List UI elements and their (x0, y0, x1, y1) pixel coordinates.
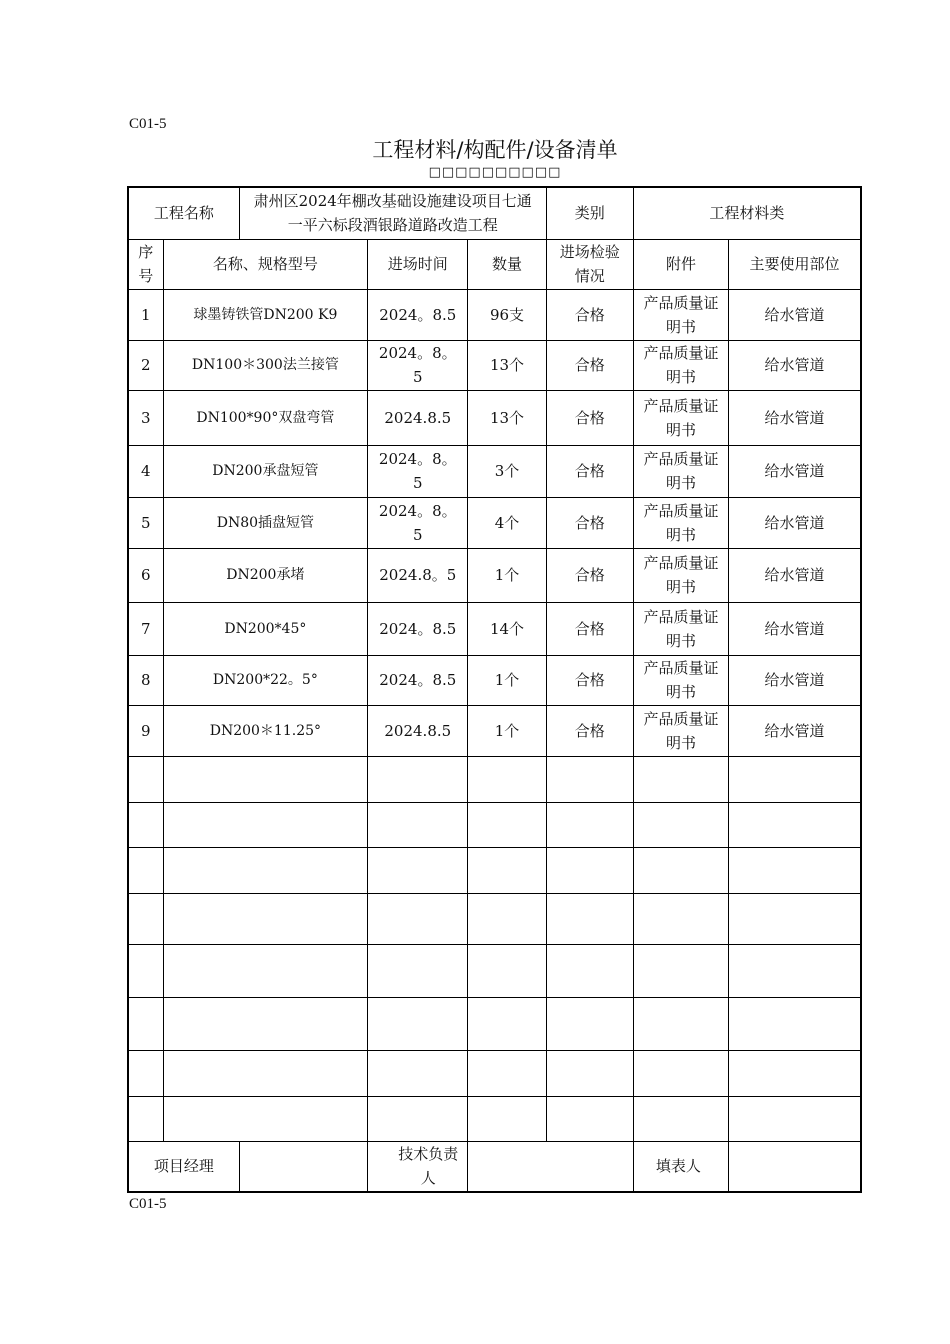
col-header-usage: 主要使用部位 (729, 239, 861, 289)
row-inspection: 合格 (546, 655, 633, 705)
row-attachment: 产品质量证明书 (633, 390, 728, 445)
empty-cell (128, 893, 163, 944)
page-subtitle: □□□□□□□□□□ (428, 165, 562, 180)
empty-cell (729, 756, 861, 802)
table-row (128, 705, 861, 756)
row-no: 1 (128, 289, 163, 340)
empty-cell (163, 756, 368, 802)
empty-cell (633, 893, 728, 944)
empty-cell (633, 1096, 728, 1141)
row-name: DN200承盘短管 (163, 445, 368, 497)
row-attachment: 产品质量证明书 (633, 655, 728, 705)
row-attachment: 产品质量证明书 (633, 289, 728, 340)
filler-signature (729, 1141, 861, 1192)
row-inspection: 合格 (546, 602, 633, 655)
category-value: 工程材料类 (633, 187, 861, 239)
empty-cell (546, 802, 633, 847)
empty-cell (163, 1050, 368, 1096)
empty-cell (729, 1096, 861, 1141)
empty-cell (546, 997, 633, 1050)
row-attachment: 产品质量证明书 (633, 548, 728, 602)
empty-cell (468, 802, 546, 847)
project-manager-label: 项目经理 (128, 1141, 239, 1192)
empty-cell (633, 802, 728, 847)
signature-row (128, 1141, 861, 1192)
row-no: 8 (128, 655, 163, 705)
empty-cell (729, 802, 861, 847)
row-usage: 给水管道 (729, 289, 861, 340)
empty-cell (546, 893, 633, 944)
empty-cell (163, 944, 368, 997)
tech-lead-signature (468, 1141, 633, 1192)
row-usage: 给水管道 (729, 390, 861, 445)
empty-cell (546, 944, 633, 997)
empty-cell (128, 756, 163, 802)
empty-table-row (128, 1050, 861, 1096)
empty-cell (128, 1050, 163, 1096)
row-attachment: 产品质量证明书 (633, 445, 728, 497)
row-inspection: 合格 (546, 548, 633, 602)
empty-cell (468, 1096, 546, 1141)
row-attachment: 产品质量证明书 (633, 340, 728, 390)
empty-cell (368, 893, 468, 944)
table-row (128, 602, 861, 655)
row-date: 2024.8.5 (368, 705, 468, 756)
empty-cell (468, 756, 546, 802)
empty-cell (633, 997, 728, 1050)
row-date: 2024。8。5 (368, 445, 468, 497)
empty-cell (368, 997, 468, 1050)
row-inspection: 合格 (546, 340, 633, 390)
table-row (128, 289, 861, 340)
row-qty: 4个 (468, 497, 546, 548)
row-usage: 给水管道 (729, 445, 861, 497)
empty-cell (128, 847, 163, 893)
empty-cell (468, 1050, 546, 1096)
row-usage: 给水管道 (729, 602, 861, 655)
row-name: DN100*90°双盘弯管 (163, 390, 368, 445)
row-name: 球墨铸铁管DN200 K9 (163, 289, 368, 340)
row-no: 2 (128, 340, 163, 390)
empty-cell (468, 944, 546, 997)
row-qty: 1个 (468, 705, 546, 756)
row-date: 2024.8。5 (368, 548, 468, 602)
row-date: 2024。8.5 (368, 602, 468, 655)
row-qty: 96支 (468, 289, 546, 340)
empty-table-row (128, 802, 861, 847)
row-date: 2024。8.5 (368, 289, 468, 340)
empty-cell (368, 847, 468, 893)
material-list-table (127, 186, 862, 1193)
table-row (128, 548, 861, 602)
row-no: 3 (128, 390, 163, 445)
empty-cell (468, 847, 546, 893)
row-date: 2024。8.5 (368, 655, 468, 705)
empty-cell (729, 1050, 861, 1096)
row-name: DN80插盘短管 (163, 497, 368, 548)
col-header-inspection: 进场检验情况 (546, 239, 633, 289)
row-attachment: 产品质量证明书 (633, 602, 728, 655)
row-no: 7 (128, 602, 163, 655)
row-name: DN200＊11.25° (163, 705, 368, 756)
category-label: 类别 (546, 187, 633, 239)
project-manager-signature (239, 1141, 367, 1192)
empty-cell (128, 997, 163, 1050)
col-header-no: 序号 (128, 239, 163, 289)
empty-cell (729, 893, 861, 944)
row-inspection: 合格 (546, 705, 633, 756)
empty-cell (633, 944, 728, 997)
empty-cell (546, 1050, 633, 1096)
row-attachment: 产品质量证明书 (633, 497, 728, 548)
row-name: DN100＊300法兰接管 (163, 340, 368, 390)
row-date: 2024.8.5 (368, 390, 468, 445)
row-name: DN200*45° (163, 602, 368, 655)
empty-cell (163, 893, 368, 944)
empty-table-row (128, 997, 861, 1050)
empty-cell (633, 756, 728, 802)
empty-cell (163, 997, 368, 1050)
row-date: 2024。8。5 (368, 340, 468, 390)
col-header-name: 名称、规格型号 (163, 239, 368, 289)
project-name-value: 肃州区2024年棚改基础设施建设项目七通一平六标段酒银路道路改造工程 (239, 187, 546, 239)
empty-cell (729, 997, 861, 1050)
page-title: 工程材料/构配件/设备清单 (372, 138, 618, 162)
empty-cell (163, 1096, 368, 1141)
empty-table-row (128, 893, 861, 944)
form-code-top: C01-5 (129, 116, 167, 132)
empty-cell (729, 847, 861, 893)
col-header-qty: 数量 (468, 239, 546, 289)
table-row (128, 445, 861, 497)
row-inspection: 合格 (546, 445, 633, 497)
row-inspection: 合格 (546, 497, 633, 548)
filler-label: 填表人 (633, 1141, 728, 1192)
row-qty: 14个 (468, 602, 546, 655)
empty-cell (163, 802, 368, 847)
row-date: 2024。8。5 (368, 497, 468, 548)
row-usage: 给水管道 (729, 705, 861, 756)
empty-cell (368, 1050, 468, 1096)
col-header-attachment: 附件 (633, 239, 728, 289)
col-header-date: 进场时间 (368, 239, 468, 289)
table-row (128, 497, 861, 548)
row-usage: 给水管道 (729, 548, 861, 602)
empty-cell (633, 1050, 728, 1096)
row-no: 5 (128, 497, 163, 548)
empty-cell (468, 997, 546, 1050)
table-row (128, 390, 861, 445)
row-usage: 给水管道 (729, 655, 861, 705)
empty-table-row (128, 1096, 861, 1141)
row-qty: 1个 (468, 548, 546, 602)
empty-cell (163, 847, 368, 893)
empty-table-row (128, 944, 861, 997)
row-qty: 3个 (468, 445, 546, 497)
empty-table-row (128, 756, 861, 802)
row-qty: 13个 (468, 390, 546, 445)
empty-cell (546, 847, 633, 893)
empty-table-row (128, 847, 861, 893)
empty-cell (729, 944, 861, 997)
row-qty: 1个 (468, 655, 546, 705)
header-row (128, 187, 861, 239)
table-row (128, 340, 861, 390)
empty-cell (368, 1096, 468, 1141)
empty-cell (546, 1096, 633, 1141)
row-usage: 给水管道 (729, 340, 861, 390)
row-inspection: 合格 (546, 390, 633, 445)
empty-cell (468, 893, 546, 944)
empty-cell (128, 944, 163, 997)
empty-cell (368, 802, 468, 847)
tech-lead-label: 技术负责人 (368, 1141, 468, 1192)
row-no: 9 (128, 705, 163, 756)
form-code-bottom: C01-5 (129, 1196, 167, 1212)
row-usage: 给水管道 (729, 497, 861, 548)
empty-cell (368, 944, 468, 997)
row-name: DN200承堵 (163, 548, 368, 602)
row-attachment: 产品质量证明书 (633, 705, 728, 756)
empty-cell (128, 802, 163, 847)
row-qty: 13个 (468, 340, 546, 390)
table-row (128, 655, 861, 705)
column-header-row (128, 239, 861, 289)
row-name: DN200*22。5° (163, 655, 368, 705)
empty-cell (546, 756, 633, 802)
project-name-label: 工程名称 (128, 187, 239, 239)
empty-cell (368, 756, 468, 802)
row-no: 4 (128, 445, 163, 497)
row-inspection: 合格 (546, 289, 633, 340)
empty-cell (128, 1096, 163, 1141)
empty-cell (633, 847, 728, 893)
row-no: 6 (128, 548, 163, 602)
